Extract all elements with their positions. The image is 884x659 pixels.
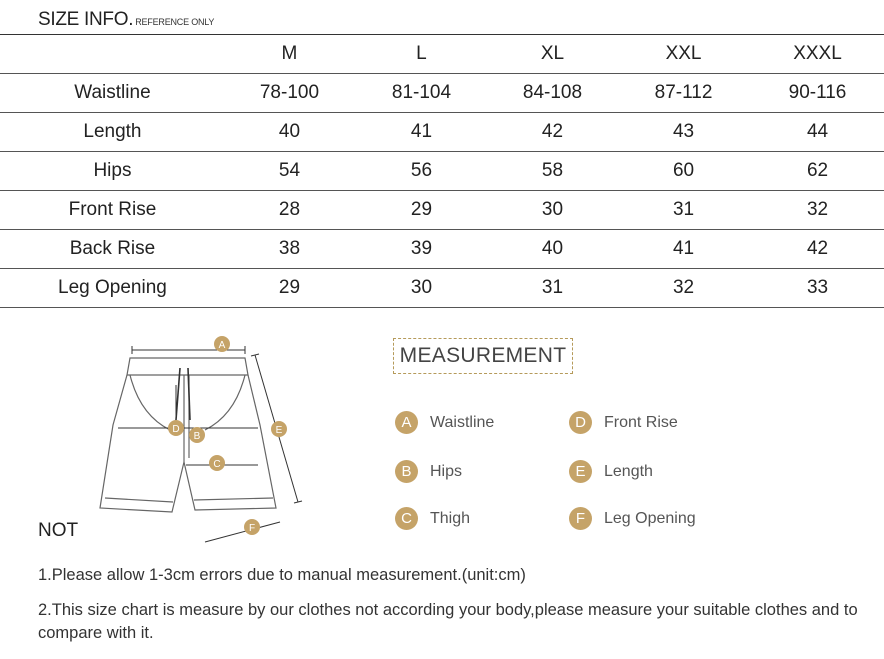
header-cell-xxxl: XXXL <box>793 43 842 64</box>
table-cell: 40 <box>278 121 301 142</box>
table-header-row <box>0 35 884 74</box>
legend-badge: F <box>569 507 592 530</box>
table-cell: 29 <box>410 199 433 220</box>
table-cell: 41 <box>672 238 695 259</box>
legend-item-front-rise <box>569 411 678 434</box>
marker-a: A <box>218 340 226 351</box>
table-row <box>0 152 884 191</box>
legend-item-hips <box>395 460 462 483</box>
marker-e: E <box>275 425 283 436</box>
header-cell-m: M <box>281 43 298 64</box>
table-cell: 44 <box>806 121 829 142</box>
legend-label: Hips <box>430 462 463 480</box>
size-table <box>0 34 884 308</box>
legend-badge: C <box>395 507 418 530</box>
title-subtitle: REFERENCE ONLY <box>135 17 215 27</box>
table-cell: 84-108 <box>522 82 583 103</box>
row-label: Leg Opening <box>58 277 167 298</box>
row-label: Length <box>83 121 142 142</box>
table-cell: 43 <box>672 121 695 142</box>
legend-item-leg-opening <box>569 507 696 530</box>
table-cell: 42 <box>541 121 564 142</box>
table-cell: 32 <box>672 277 695 298</box>
marker-c: C <box>213 459 221 470</box>
note-2: 2.This size chart is measure by our clothes not according your body,please measure your suitable clothes and to compare with it. <box>38 601 858 642</box>
legend-label: Length <box>604 462 653 480</box>
table-cell: 81-104 <box>391 82 452 103</box>
table-cell: 40 <box>541 238 564 259</box>
row-label: Waistline <box>74 82 151 103</box>
table-cell: 33 <box>806 277 829 298</box>
table-cell: 42 <box>806 238 829 259</box>
table-cell: 32 <box>806 199 829 220</box>
row-label: Front Rise <box>68 199 157 220</box>
table-cell: 90-116 <box>788 82 847 103</box>
table-cell: 28 <box>278 199 301 220</box>
legend-label: Front Rise <box>604 413 678 431</box>
table-cell: 60 <box>672 160 695 181</box>
table-cell: 30 <box>410 277 433 298</box>
table-row <box>0 269 884 308</box>
marker-d: D <box>172 424 180 435</box>
legend-label: Waistline <box>430 413 495 431</box>
header-cell-xl: XL <box>540 43 565 64</box>
table-cell: 62 <box>806 160 829 181</box>
table-row <box>0 230 884 269</box>
table-cell: 41 <box>410 121 433 142</box>
legend-badge: D <box>569 411 592 434</box>
table-cell: 54 <box>278 160 301 181</box>
legend-item-waistline <box>395 411 494 434</box>
title-main: SIZE INFO. <box>38 9 134 30</box>
legend-badge: E <box>569 460 592 483</box>
header-cell-l: L <box>416 43 427 64</box>
row-label: Hips <box>93 160 132 181</box>
shorts-diagram <box>90 330 320 550</box>
table-cell: 31 <box>672 199 695 220</box>
legend-label: Thigh <box>430 509 471 527</box>
measurement-title: MEASUREMENT <box>393 338 573 374</box>
header-cell-xxl: XXL <box>665 43 702 64</box>
marker-f: F <box>248 523 256 534</box>
table-row <box>0 74 884 113</box>
legend-label: Leg Opening <box>604 509 696 527</box>
table-cell: 39 <box>410 238 433 259</box>
table-row <box>0 113 884 152</box>
diagram-note: NOT <box>38 520 79 541</box>
row-label: Back Rise <box>69 238 156 259</box>
note-1: 1.Please allow 1-3cm errors due to manual measurement.(unit:cm) <box>38 566 526 584</box>
legend-item-length <box>569 460 653 483</box>
page-title <box>38 9 214 31</box>
table-cell: 31 <box>541 277 564 298</box>
legend-badge: A <box>395 411 418 434</box>
table-cell: 58 <box>541 160 564 181</box>
legend-badge: B <box>395 460 418 483</box>
table-row <box>0 191 884 230</box>
table-cell: 87-112 <box>654 82 713 103</box>
table-cell: 29 <box>278 277 301 298</box>
table-cell: 56 <box>410 160 433 181</box>
legend-item-thigh <box>395 507 470 530</box>
table-cell: 38 <box>278 238 301 259</box>
table-cell: 78-100 <box>259 82 320 103</box>
marker-b: B <box>193 431 201 442</box>
table-cell: 30 <box>541 199 564 220</box>
